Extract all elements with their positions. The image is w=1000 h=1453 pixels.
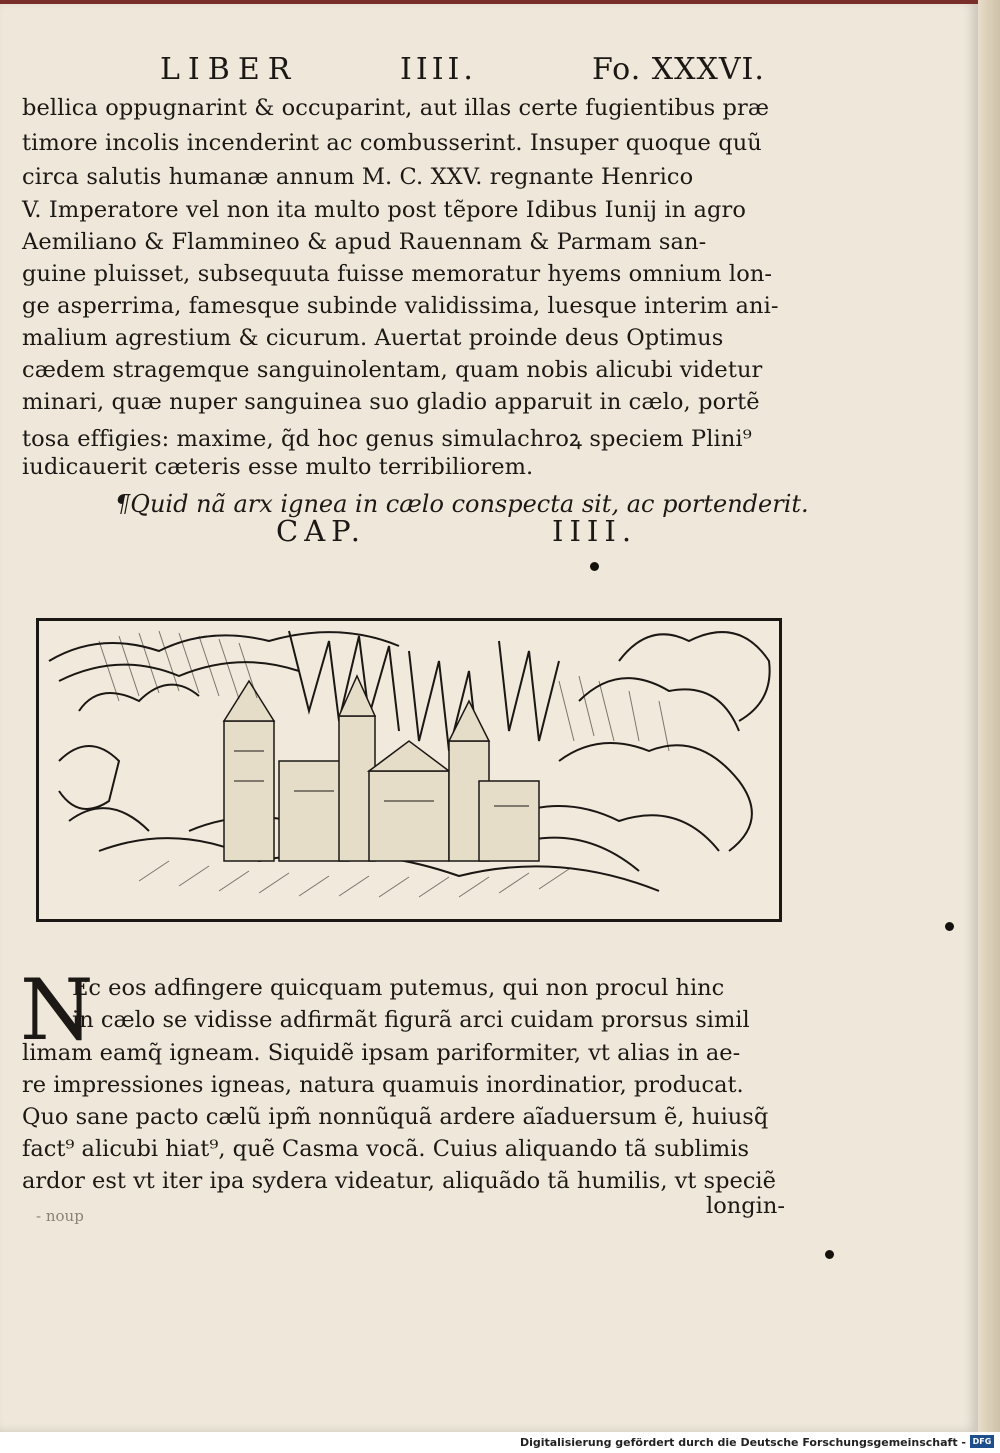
text-line: limam eamq̃ igneam. Siquidẽ ipsam pariformiter, vt alias in ae-: [22, 1040, 741, 1066]
woodcut-illustration: [36, 618, 782, 922]
chapter-cap-label: CAP.: [276, 514, 366, 548]
ink-dot: [590, 562, 599, 571]
text-line: in cælo se vidisse adfirmãt figurã arci cuidam prorsus simil: [72, 1007, 750, 1033]
text-line: Aemiliano & Flammineo & apud Rauennam & Parmam san-: [22, 229, 707, 255]
text-line: ardor est vt iter ipa sydera videatur, aliquãdo tã humilis, vt speciẽ: [22, 1168, 776, 1194]
decorated-initial: N: [20, 961, 94, 1059]
text-line: Quo sane pacto cælũ ipm̃ nonnũquã ardere aĩaduersum ẽ, huiusq̃: [22, 1104, 769, 1130]
page-fore-edge: [978, 0, 1000, 1432]
text-line: malium agrestium & cicurum. Auertat proinde deus Optimus: [22, 325, 724, 351]
catchword: longin-: [706, 1193, 785, 1219]
funding-credit: Digitalisierung gefördert durch die Deutsche Forschungsgemeinschaft -: [519, 1436, 966, 1449]
dfg-logo: DFG: [970, 1435, 994, 1448]
chapter-number: IIII.: [552, 514, 638, 548]
ink-dot: [825, 1250, 834, 1259]
text-line: circa salutis humanæ annum M. C. XXV. regnante Henrico: [22, 164, 694, 190]
text-line: V. Imperatore vel non ita multo post tẽpore Idibus Iunij in agro: [22, 197, 747, 223]
burning-castle-image: [39, 621, 779, 919]
text-line: fact⁹ alicubi hiat⁹, quẽ Casma vocã. Cuius aliquando tã sublimis: [22, 1136, 750, 1162]
page-top-edge: [0, 0, 1000, 4]
text-line: iudicauerit cæteris esse multo terribiliorem.: [22, 454, 534, 480]
text-line: Ec eos adfingere quicquam putemus, qui non procul hinc: [72, 975, 725, 1001]
running-head-middle: IIII.: [400, 52, 477, 87]
text-line: timore incolis incenderint ac combusserint. Insuper quoque quũ: [22, 130, 762, 156]
text-line: cædem stragemque sanguinolentam, quam nobis alicubi videtur: [22, 357, 763, 383]
text-line: tosa effigies: maxime, q̃d hoc genus simulachroꝝ speciem Plini⁹: [22, 426, 752, 452]
chapter-heading: ¶Quid nã arx ignea in cælo conspecta sit, ac portenderit.: [115, 490, 809, 518]
text-line: re impressiones igneas, natura quamuis inordinatior, producat.: [22, 1072, 744, 1098]
folio-number: Fo. XXXVI.: [592, 52, 765, 87]
text-line: guine pluisset, subsequuta fuisse memoratur hyems omnium lon-: [22, 261, 773, 287]
running-head-left: LIBER: [160, 52, 299, 87]
margin-note: - noup: [36, 1207, 84, 1225]
text-line: bellica oppugnarint & occuparint, aut illas certe fugientibus præ: [22, 95, 770, 121]
ink-dot: [945, 922, 954, 931]
text-line: minari, quæ nuper sanguinea suo gladio apparuit in cælo, portẽ: [22, 389, 760, 415]
text-line: ge asperrima, famesque subinde validissima, luesque interim ani-: [22, 293, 779, 319]
